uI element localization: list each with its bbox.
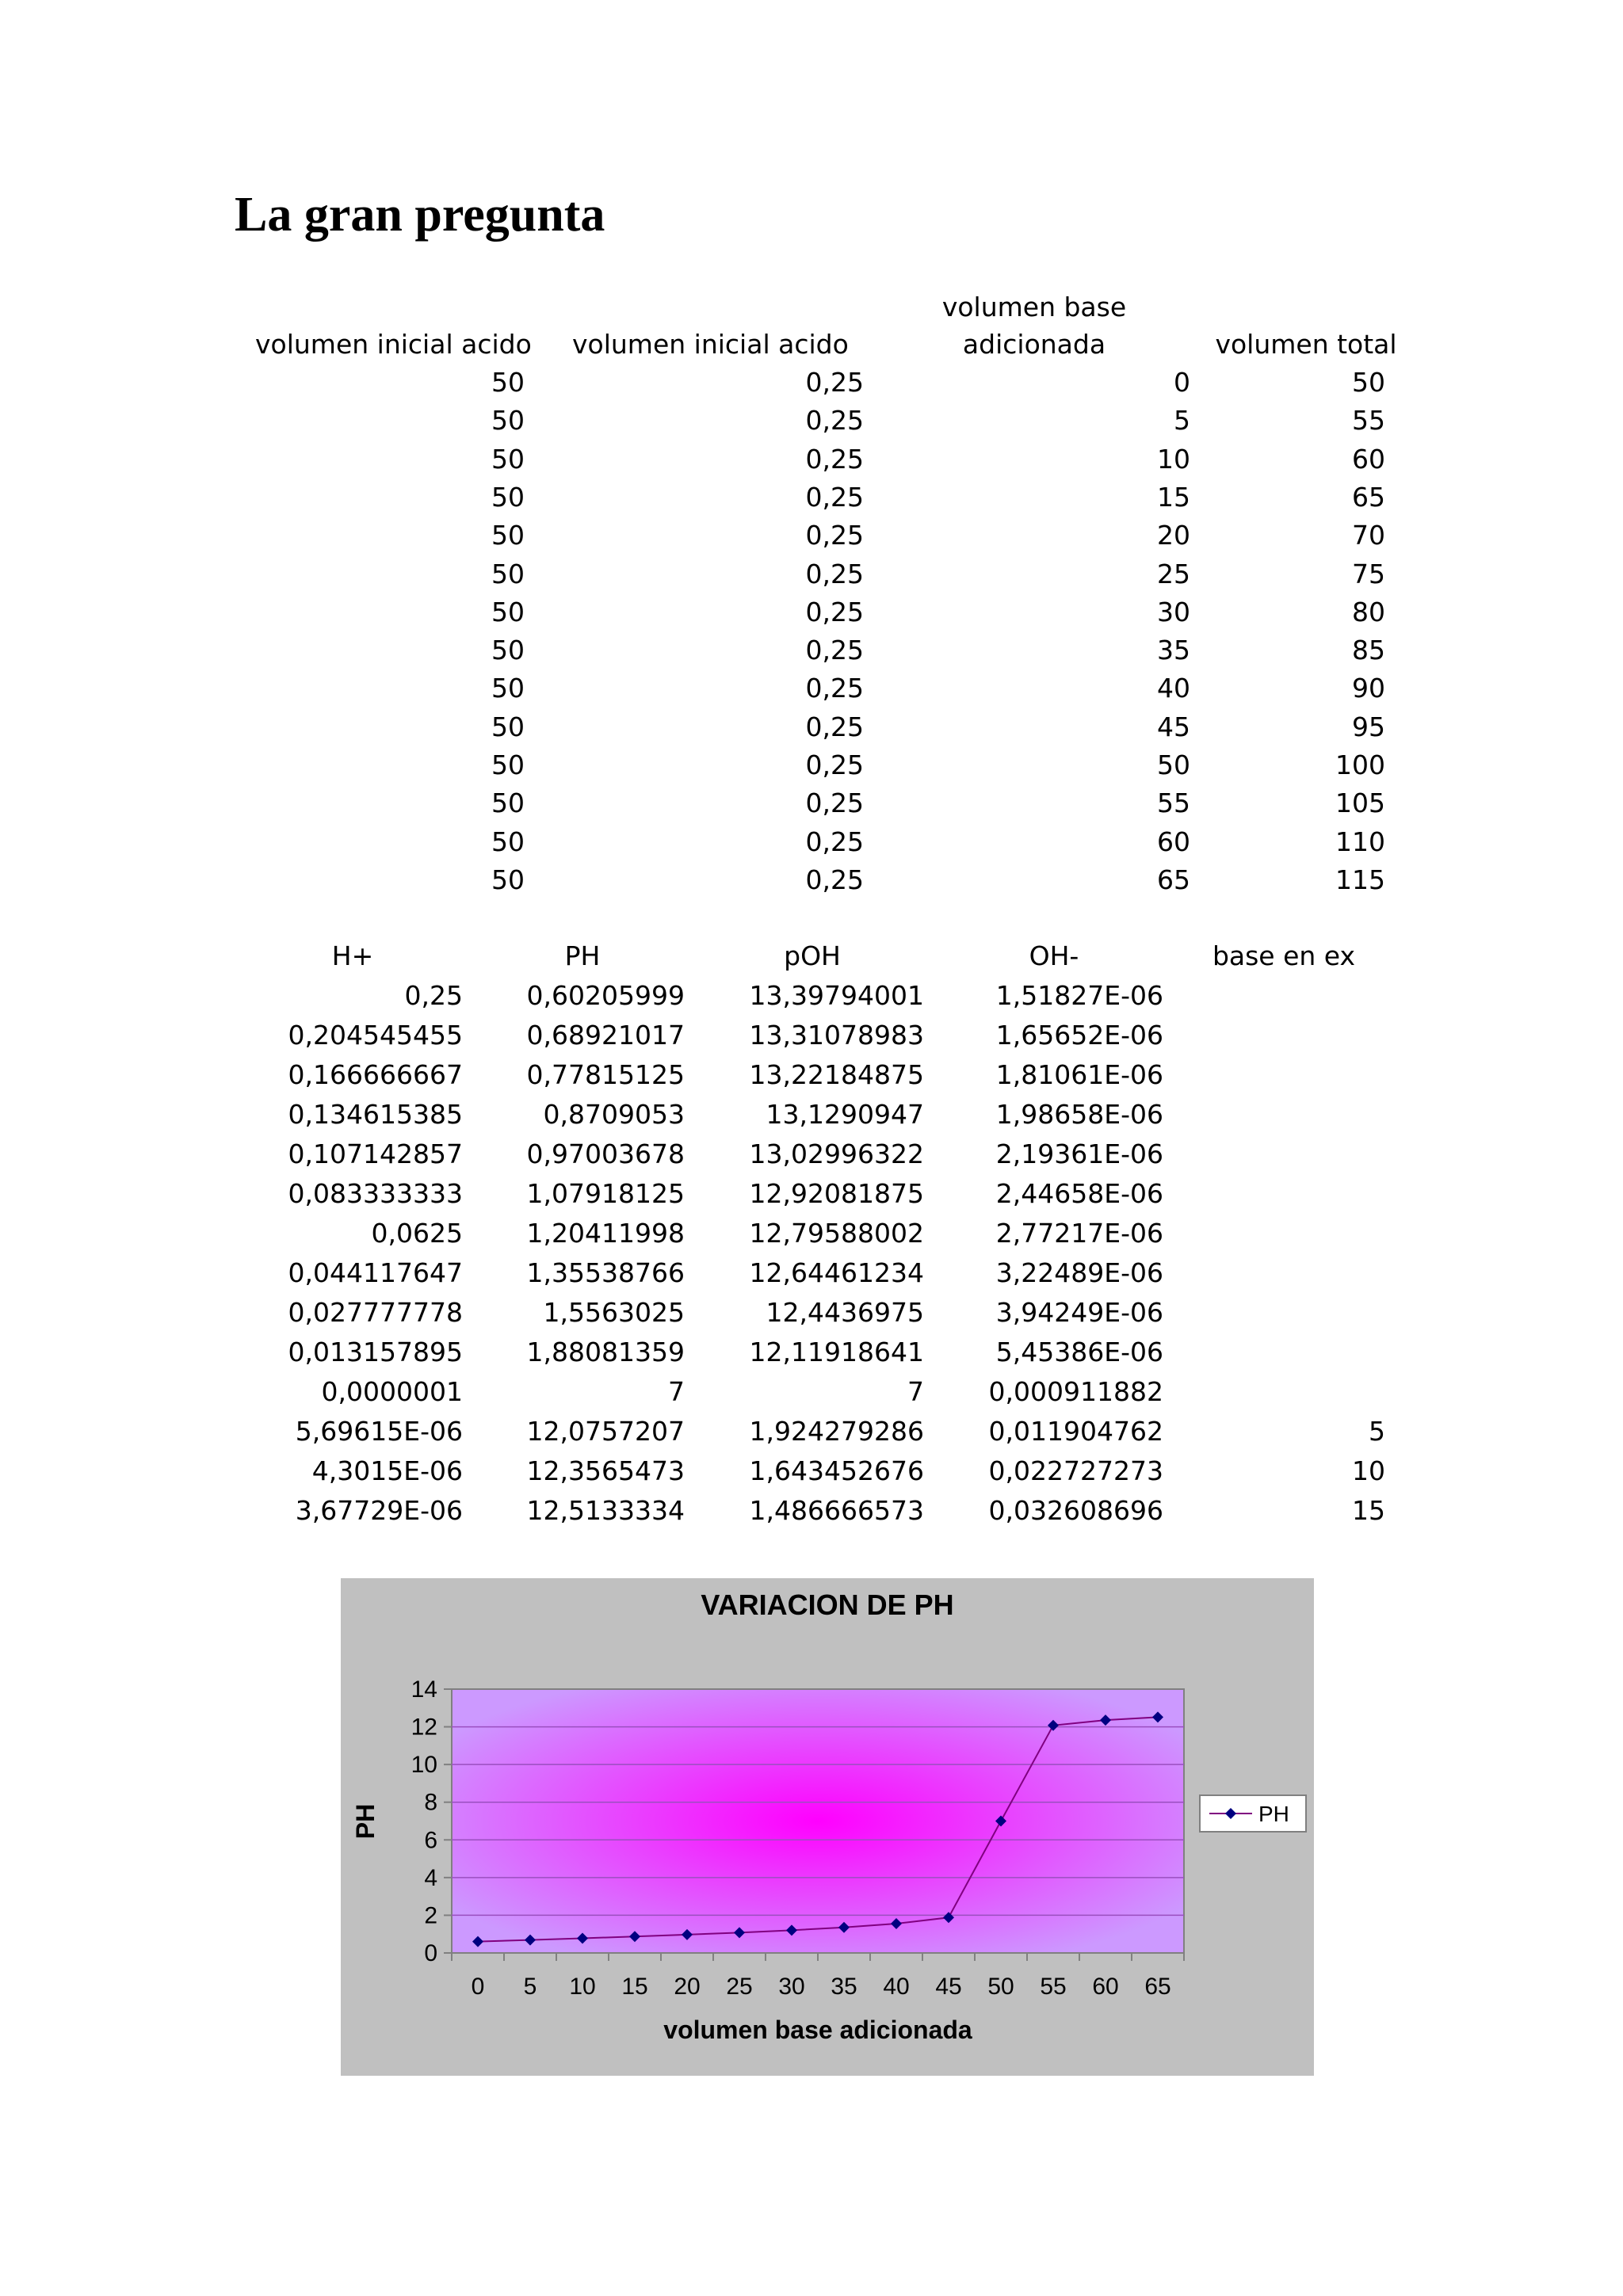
page-title: La gran pregunta bbox=[235, 188, 605, 242]
cell-poh: 1,924279286 bbox=[749, 1416, 924, 1447]
cell-initial-acid-volume: 50 bbox=[491, 481, 525, 513]
cell-poh: 1,486666573 bbox=[749, 1495, 924, 1526]
cell-initial-acid-volume: 50 bbox=[491, 635, 525, 666]
cell-poh: 13,1290947 bbox=[766, 1099, 924, 1130]
cell-oh-minus: 0,000911882 bbox=[988, 1376, 1163, 1407]
cell-ph: 0,60205999 bbox=[526, 980, 685, 1011]
cell-total-volume: 55 bbox=[1352, 405, 1385, 437]
cell-total-volume: 95 bbox=[1352, 711, 1385, 742]
header-total-volume: volumen total bbox=[1215, 329, 1397, 360]
cell-ph: 0,77815125 bbox=[526, 1059, 685, 1090]
cell-poh: 12,11918641 bbox=[749, 1337, 924, 1367]
cell-total-volume: 65 bbox=[1352, 481, 1385, 513]
x-tick-label: 25 bbox=[726, 1974, 753, 2000]
cell-initial-acid-concentration: 0,25 bbox=[805, 826, 864, 857]
cell-initial-acid-concentration: 0,25 bbox=[805, 673, 864, 704]
y-tick-label: 0 bbox=[424, 1940, 437, 1966]
cell-ph: 0,97003678 bbox=[526, 1138, 685, 1169]
cell-poh: 1,643452676 bbox=[749, 1455, 924, 1486]
cell-ph: 0,68921017 bbox=[526, 1020, 685, 1051]
cell-excess-base bbox=[1179, 1333, 1385, 1371]
cell-initial-acid-volume: 50 bbox=[491, 826, 525, 857]
cell-total-volume: 70 bbox=[1352, 520, 1385, 551]
cell-initial-acid-volume: 50 bbox=[491, 520, 525, 551]
y-tick-label: 14 bbox=[411, 1676, 437, 1703]
cell-h-plus: 0,204545455 bbox=[288, 1020, 463, 1051]
cell-h-plus: 0,107142857 bbox=[288, 1138, 463, 1169]
cell-poh: 12,92081875 bbox=[749, 1178, 924, 1209]
cell-total-volume: 110 bbox=[1335, 826, 1385, 857]
cell-added-base-volume: 20 bbox=[1157, 520, 1190, 551]
header-ph: PH bbox=[564, 940, 601, 971]
cell-oh-minus: 0,011904762 bbox=[988, 1416, 1163, 1447]
cell-initial-acid-concentration: 0,25 bbox=[805, 596, 864, 627]
cell-h-plus: 0,0625 bbox=[371, 1218, 463, 1249]
cell-ph: 1,5563025 bbox=[543, 1297, 685, 1328]
cell-total-volume: 115 bbox=[1335, 864, 1385, 895]
cell-added-base-volume: 65 bbox=[1157, 864, 1190, 895]
cell-initial-acid-concentration: 0,25 bbox=[805, 749, 864, 780]
cell-excess-base bbox=[1179, 1373, 1385, 1411]
header-poh: pOH bbox=[784, 940, 841, 971]
cell-poh: 13,22184875 bbox=[749, 1059, 924, 1090]
cell-oh-minus: 1,51827E-06 bbox=[995, 980, 1163, 1011]
x-tick-label: 40 bbox=[883, 1974, 910, 2000]
cell-added-base-volume: 50 bbox=[1157, 749, 1190, 780]
cell-initial-acid-concentration: 0,25 bbox=[805, 558, 864, 589]
cell-ph: 12,5133334 bbox=[526, 1495, 685, 1526]
cell-poh: 12,79588002 bbox=[749, 1218, 924, 1249]
cell-h-plus: 0,027777778 bbox=[288, 1297, 463, 1328]
x-axis bbox=[452, 1953, 1184, 2000]
cell-initial-acid-concentration: 0,25 bbox=[805, 711, 864, 742]
y-axis bbox=[411, 1676, 452, 1966]
cell-total-volume: 85 bbox=[1352, 635, 1385, 666]
cell-ph: 0,8709053 bbox=[543, 1099, 685, 1130]
cell-initial-acid-volume: 50 bbox=[491, 596, 525, 627]
cell-excess-base bbox=[1179, 1215, 1385, 1253]
cell-initial-acid-concentration: 0,25 bbox=[805, 788, 864, 819]
cell-excess-base bbox=[1179, 1294, 1385, 1332]
cell-total-volume: 90 bbox=[1352, 673, 1385, 704]
cell-initial-acid-concentration: 0,25 bbox=[805, 443, 864, 475]
header-h-plus: H+ bbox=[331, 940, 374, 971]
cell-oh-minus: 3,94249E-06 bbox=[995, 1297, 1163, 1328]
cell-excess-base bbox=[1179, 1175, 1385, 1213]
plot-area bbox=[452, 1689, 1184, 1953]
x-tick-label: 35 bbox=[831, 1974, 857, 2000]
cell-total-volume: 80 bbox=[1352, 596, 1385, 627]
x-tick-label: 0 bbox=[471, 1974, 485, 2000]
cell-oh-minus: 2,19361E-06 bbox=[995, 1138, 1163, 1169]
y-tick-label: 10 bbox=[411, 1752, 437, 1779]
cell-initial-acid-volume: 50 bbox=[491, 367, 525, 398]
ph-chart bbox=[341, 1578, 1314, 2076]
chart-title: VARIACION DE PH bbox=[701, 1589, 954, 1621]
cell-initial-acid-volume: 50 bbox=[491, 788, 525, 819]
cell-added-base-volume: 0 bbox=[1174, 367, 1190, 398]
cell-added-base-volume: 5 bbox=[1174, 405, 1190, 437]
x-tick-label: 20 bbox=[674, 1974, 701, 2000]
cell-ph: 1,20411998 bbox=[526, 1218, 685, 1249]
cell-initial-acid-volume: 50 bbox=[491, 405, 525, 437]
x-tick-label: 5 bbox=[523, 1974, 537, 2000]
cell-added-base-volume: 40 bbox=[1157, 673, 1190, 704]
y-tick-label: 2 bbox=[424, 1902, 437, 1929]
cell-excess-base: 10 bbox=[1352, 1455, 1385, 1486]
cell-ph: 1,35538766 bbox=[526, 1257, 685, 1288]
y-tick-label: 8 bbox=[424, 1789, 437, 1816]
cell-poh: 13,31078983 bbox=[749, 1020, 924, 1051]
header-excess-base: base en ex bbox=[1212, 940, 1356, 971]
cell-excess-base bbox=[1179, 1056, 1385, 1094]
cell-h-plus: 4,3015E-06 bbox=[311, 1455, 463, 1486]
header-added-base-line2: adicionada bbox=[962, 329, 1106, 360]
cell-ph: 12,3565473 bbox=[526, 1455, 685, 1486]
cell-added-base-volume: 60 bbox=[1157, 826, 1190, 857]
cell-oh-minus: 0,022727273 bbox=[988, 1455, 1163, 1486]
cell-h-plus: 0,013157895 bbox=[288, 1337, 463, 1367]
cell-oh-minus: 2,77217E-06 bbox=[995, 1218, 1163, 1249]
cell-added-base-volume: 30 bbox=[1157, 596, 1190, 627]
cell-excess-base bbox=[1179, 1096, 1385, 1134]
cell-added-base-volume: 55 bbox=[1157, 788, 1190, 819]
cell-initial-acid-volume: 50 bbox=[491, 558, 525, 589]
ph-chart-svg bbox=[341, 1578, 1314, 2076]
cell-initial-acid-concentration: 0,25 bbox=[805, 405, 864, 437]
cell-added-base-volume: 15 bbox=[1157, 481, 1190, 513]
x-tick-label: 45 bbox=[935, 1974, 962, 2000]
x-tick-label: 55 bbox=[1040, 1974, 1067, 2000]
cell-initial-acid-concentration: 0,25 bbox=[805, 367, 864, 398]
cell-initial-acid-volume: 50 bbox=[491, 864, 525, 895]
cell-initial-acid-concentration: 0,25 bbox=[805, 864, 864, 895]
cell-excess-base bbox=[1179, 977, 1385, 1015]
header-initial-acid-volume: volumen inicial acido bbox=[255, 329, 532, 360]
cell-initial-acid-volume: 50 bbox=[491, 749, 525, 780]
cell-oh-minus: 1,98658E-06 bbox=[995, 1099, 1163, 1130]
cell-initial-acid-volume: 50 bbox=[491, 443, 525, 475]
cell-total-volume: 50 bbox=[1352, 367, 1385, 398]
cell-excess-base bbox=[1179, 1016, 1385, 1055]
cell-initial-acid-volume: 50 bbox=[491, 711, 525, 742]
x-tick-label: 10 bbox=[569, 1974, 596, 2000]
y-tick-label: 4 bbox=[424, 1864, 437, 1891]
x-tick-label: 15 bbox=[621, 1974, 648, 2000]
cell-added-base-volume: 10 bbox=[1157, 443, 1190, 475]
y-tick-label: 6 bbox=[424, 1827, 437, 1854]
cell-initial-acid-concentration: 0,25 bbox=[805, 520, 864, 551]
cell-oh-minus: 0,032608696 bbox=[988, 1495, 1163, 1526]
cell-initial-acid-concentration: 0,25 bbox=[805, 481, 864, 513]
cell-ph: 1,88081359 bbox=[526, 1337, 685, 1367]
cell-total-volume: 75 bbox=[1352, 558, 1385, 589]
cell-poh: 12,4436975 bbox=[766, 1297, 924, 1328]
cell-ph: 7 bbox=[668, 1376, 685, 1407]
cell-initial-acid-volume: 50 bbox=[491, 673, 525, 704]
cell-h-plus: 0,25 bbox=[404, 980, 463, 1011]
cell-excess-base bbox=[1179, 1135, 1385, 1173]
y-tick-label: 12 bbox=[411, 1714, 437, 1741]
cell-added-base-volume: 25 bbox=[1157, 558, 1190, 589]
cell-poh: 12,64461234 bbox=[749, 1257, 924, 1288]
cell-h-plus: 0,044117647 bbox=[288, 1257, 463, 1288]
cell-poh: 7 bbox=[907, 1376, 924, 1407]
cell-h-plus: 0,083333333 bbox=[288, 1178, 463, 1209]
x-axis-title: volumen base adicionada bbox=[663, 2016, 972, 2044]
cell-total-volume: 100 bbox=[1335, 749, 1385, 780]
cell-oh-minus: 1,81061E-06 bbox=[995, 1059, 1163, 1090]
header-added-base-line1: volumen base bbox=[941, 292, 1127, 322]
legend bbox=[1200, 1795, 1306, 1832]
cell-ph: 12,0757207 bbox=[526, 1416, 685, 1447]
cell-excess-base: 15 bbox=[1352, 1495, 1385, 1526]
cell-oh-minus: 2,44658E-06 bbox=[995, 1178, 1163, 1209]
cell-oh-minus: 3,22489E-06 bbox=[995, 1257, 1163, 1288]
cell-h-plus: 0,134615385 bbox=[288, 1099, 463, 1130]
cell-ph: 1,07918125 bbox=[526, 1178, 685, 1209]
header-oh-minus: OH- bbox=[1029, 940, 1079, 971]
cell-excess-base bbox=[1179, 1254, 1385, 1292]
y-axis-title: PH bbox=[351, 1803, 380, 1840]
cell-total-volume: 60 bbox=[1352, 443, 1385, 475]
x-tick-label: 30 bbox=[778, 1974, 805, 2000]
cell-h-plus: 5,69615E-06 bbox=[295, 1416, 463, 1447]
cell-initial-acid-concentration: 0,25 bbox=[805, 635, 864, 666]
header-initial-acid-concentration: volumen inicial acido bbox=[572, 329, 849, 360]
cell-excess-base: 5 bbox=[1369, 1416, 1385, 1447]
cell-oh-minus: 5,45386E-06 bbox=[995, 1337, 1163, 1367]
cell-h-plus: 0,166666667 bbox=[288, 1059, 463, 1090]
x-tick-label: 65 bbox=[1144, 1974, 1171, 2000]
cell-h-plus: 0,0000001 bbox=[321, 1376, 463, 1407]
cell-poh: 13,39794001 bbox=[749, 980, 924, 1011]
x-tick-label: 60 bbox=[1092, 1974, 1119, 2000]
legend-label: PH bbox=[1258, 1802, 1289, 1826]
cell-poh: 13,02996322 bbox=[749, 1138, 924, 1169]
cell-added-base-volume: 35 bbox=[1157, 635, 1190, 666]
cell-h-plus: 3,67729E-06 bbox=[295, 1495, 463, 1526]
cell-added-base-volume: 45 bbox=[1157, 711, 1190, 742]
cell-oh-minus: 1,65652E-06 bbox=[995, 1020, 1163, 1051]
cell-total-volume: 105 bbox=[1335, 788, 1385, 819]
x-tick-label: 50 bbox=[987, 1974, 1014, 2000]
